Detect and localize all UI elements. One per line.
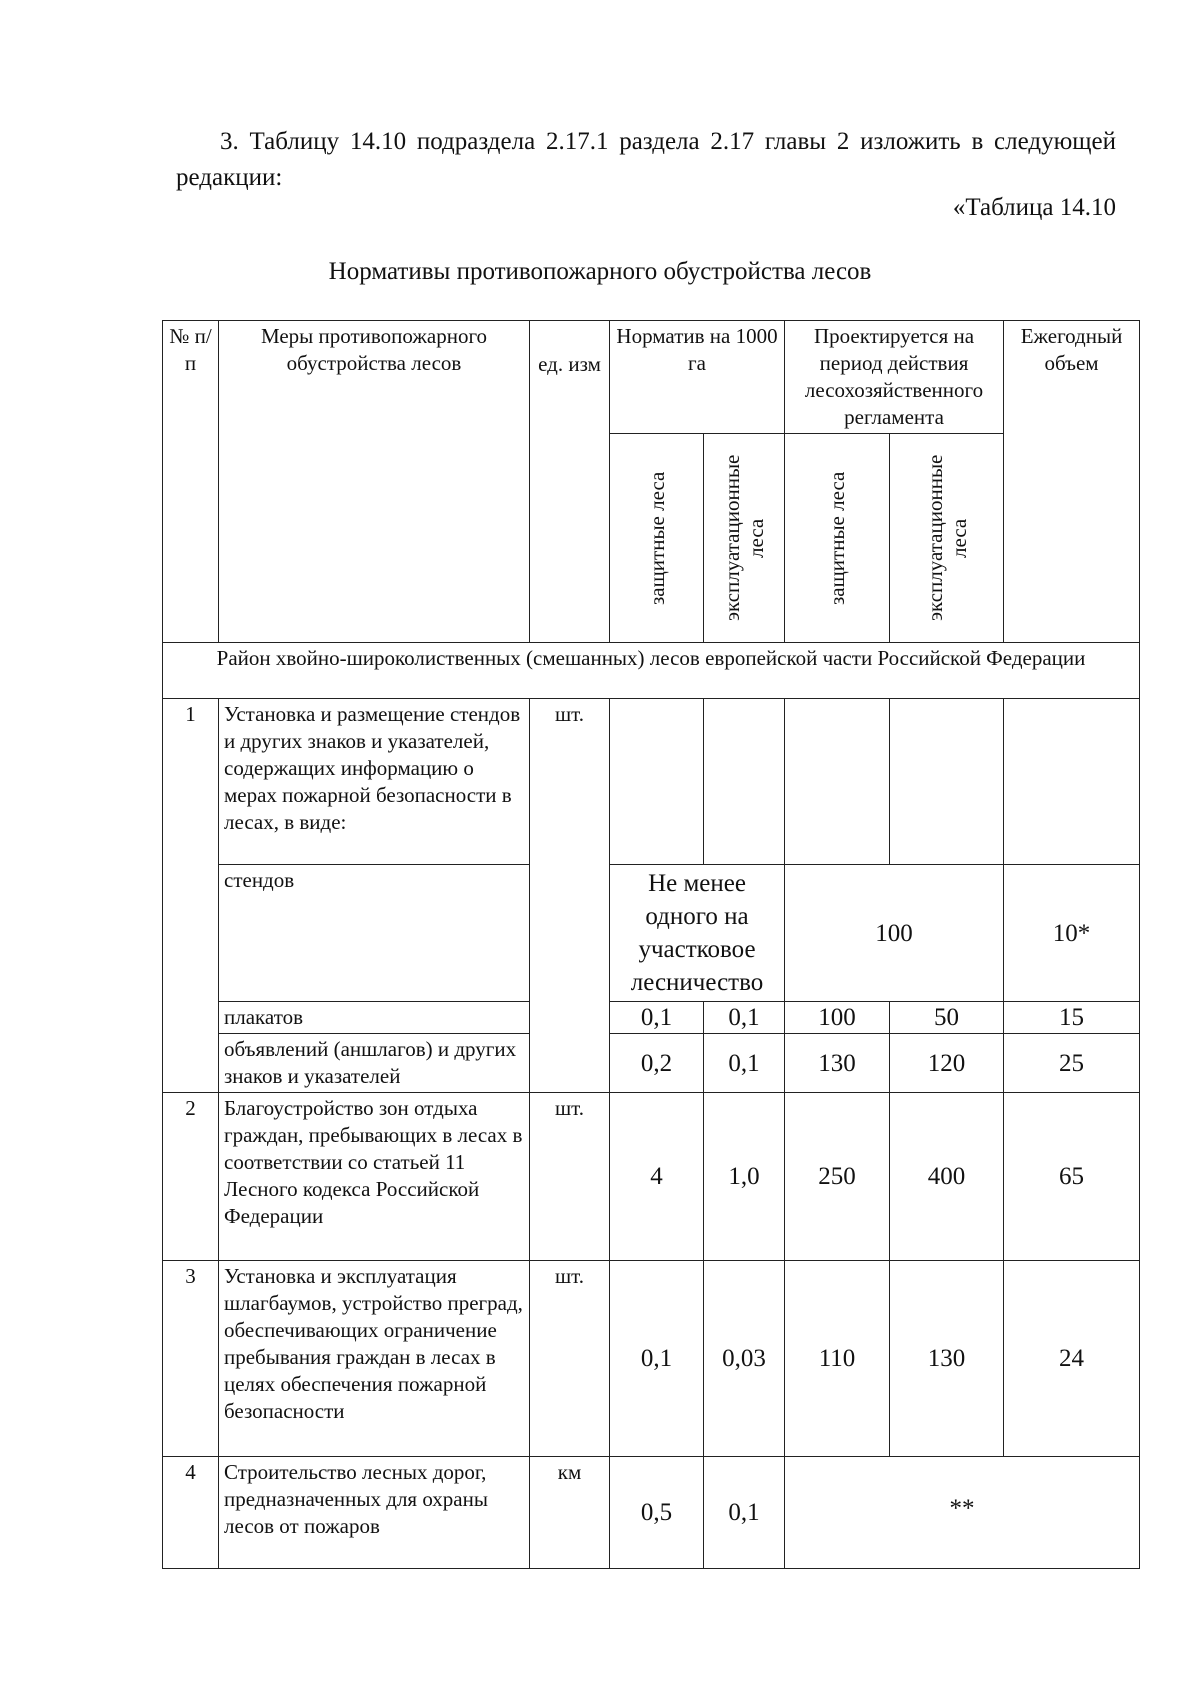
value-cell: 0,2 xyxy=(610,1034,704,1093)
empty-cell xyxy=(890,699,1004,865)
subrow-measure: объявлений (аншлагов) и других знаков и указателей xyxy=(219,1034,530,1093)
row-unit: км xyxy=(530,1457,610,1569)
table-row xyxy=(163,1457,1140,1569)
value-cell: 24 xyxy=(1004,1261,1140,1457)
empty-cell xyxy=(610,699,704,865)
table-row xyxy=(163,1093,1140,1261)
row-measure: Установка и размещение стендов и других знаков и указателей, содержащих информацию о мерах пожарной безопасности в лесах, в виде: xyxy=(219,699,530,865)
table-reference: «Таблица 14.10 xyxy=(952,194,1116,221)
row-measure: Установка и эксплуатация шлагбаумов, устройство преград, обеспечивающих ограничение пребывания граждан в лесах в целях обеспечения пожарной безопасности xyxy=(219,1261,530,1457)
header-norm-operational: эксплуатационные леса xyxy=(704,434,785,643)
section-title: Район хвойно-широколиственных (смешанных) лесов европейской части Российской Федерации xyxy=(163,643,1140,699)
value-cell: 0,03 xyxy=(704,1261,785,1457)
value-cell: 130 xyxy=(890,1261,1004,1457)
row-measure: Благоустройство зон отдыха граждан, пребывающих в лесах в соответствии со статьей 11 Лесного кодекса Российской Федерации xyxy=(219,1093,530,1261)
header-project-operational: эксплуатационные леса xyxy=(890,434,1004,643)
value-cell: 130 xyxy=(785,1034,890,1093)
row-measure: Строительство лесных дорог, предназначенных для охраны лесов от пожаров xyxy=(219,1457,530,1569)
table-row xyxy=(163,699,1140,865)
subrow-annual: 10* xyxy=(1004,865,1140,1002)
table-subrow xyxy=(163,865,1140,1002)
row-num: 2 xyxy=(163,1093,219,1261)
value-cell: 0,1 xyxy=(610,1002,704,1034)
row-num: 1 xyxy=(163,699,219,1093)
row-unit: шт. xyxy=(530,699,610,1093)
header-annual: Ежегодный объем xyxy=(1004,321,1140,643)
section-row xyxy=(163,643,1140,699)
value-cell: 120 xyxy=(890,1034,1004,1093)
norms-table xyxy=(162,320,1140,1569)
table-row xyxy=(163,1261,1140,1457)
value-cell: 0,1 xyxy=(610,1261,704,1457)
table-subrow xyxy=(163,1002,1140,1034)
value-cell: 1,0 xyxy=(704,1093,785,1261)
header-measure: Меры противопожарного обустройства лесов xyxy=(219,321,530,643)
header-unit: ед. изм xyxy=(530,321,610,643)
empty-cell xyxy=(704,699,785,865)
value-cell: 100 xyxy=(785,1002,890,1034)
subrow-measure: стендов xyxy=(219,865,530,1002)
value-cell: 400 xyxy=(890,1093,1004,1261)
subrow-project-merged: 100 xyxy=(785,865,1004,1002)
value-cell: 25 xyxy=(1004,1034,1140,1093)
row-num: 3 xyxy=(163,1261,219,1457)
intro-text: 3. Таблицу 14.10 подраздела 2.17.1 раздела 2.17 главы 2 изложить в следующей редакции: xyxy=(176,128,1116,191)
table-header-row xyxy=(163,321,1140,434)
value-cell: 110 xyxy=(785,1261,890,1457)
value-cell: 4 xyxy=(610,1093,704,1261)
header-project: Проектируется на период действия лесохозяйственного регламента xyxy=(785,321,1004,434)
header-norm-protective: защитные леса xyxy=(610,434,704,643)
subrow-measure: плакатов xyxy=(219,1002,530,1034)
subrow-norm-merged: Не менее одного на участковое лесничество xyxy=(610,865,785,1002)
value-cell: 0,1 xyxy=(704,1034,785,1093)
row-unit: шт. xyxy=(530,1093,610,1261)
row-num: 4 xyxy=(163,1457,219,1569)
table-title: Нормативы противопожарного обустройства лесов xyxy=(328,258,872,285)
value-cell: 50 xyxy=(890,1002,1004,1034)
value-cell: 0,5 xyxy=(610,1457,704,1569)
table-subrow xyxy=(163,1034,1140,1093)
header-project-protective: защитные леса xyxy=(785,434,890,643)
header-norm: Норматив на 1000 га xyxy=(610,321,785,434)
row-unit: шт. xyxy=(530,1261,610,1457)
intro-paragraph xyxy=(176,124,1116,196)
merged-value-cell: ** xyxy=(785,1457,1140,1569)
empty-cell xyxy=(1004,699,1140,865)
value-cell: 0,1 xyxy=(704,1457,785,1569)
empty-cell xyxy=(785,699,890,865)
value-cell: 250 xyxy=(785,1093,890,1261)
header-num: № п/п xyxy=(163,321,219,643)
value-cell: 65 xyxy=(1004,1093,1140,1261)
value-cell: 0,1 xyxy=(704,1002,785,1034)
value-cell: 15 xyxy=(1004,1002,1140,1034)
